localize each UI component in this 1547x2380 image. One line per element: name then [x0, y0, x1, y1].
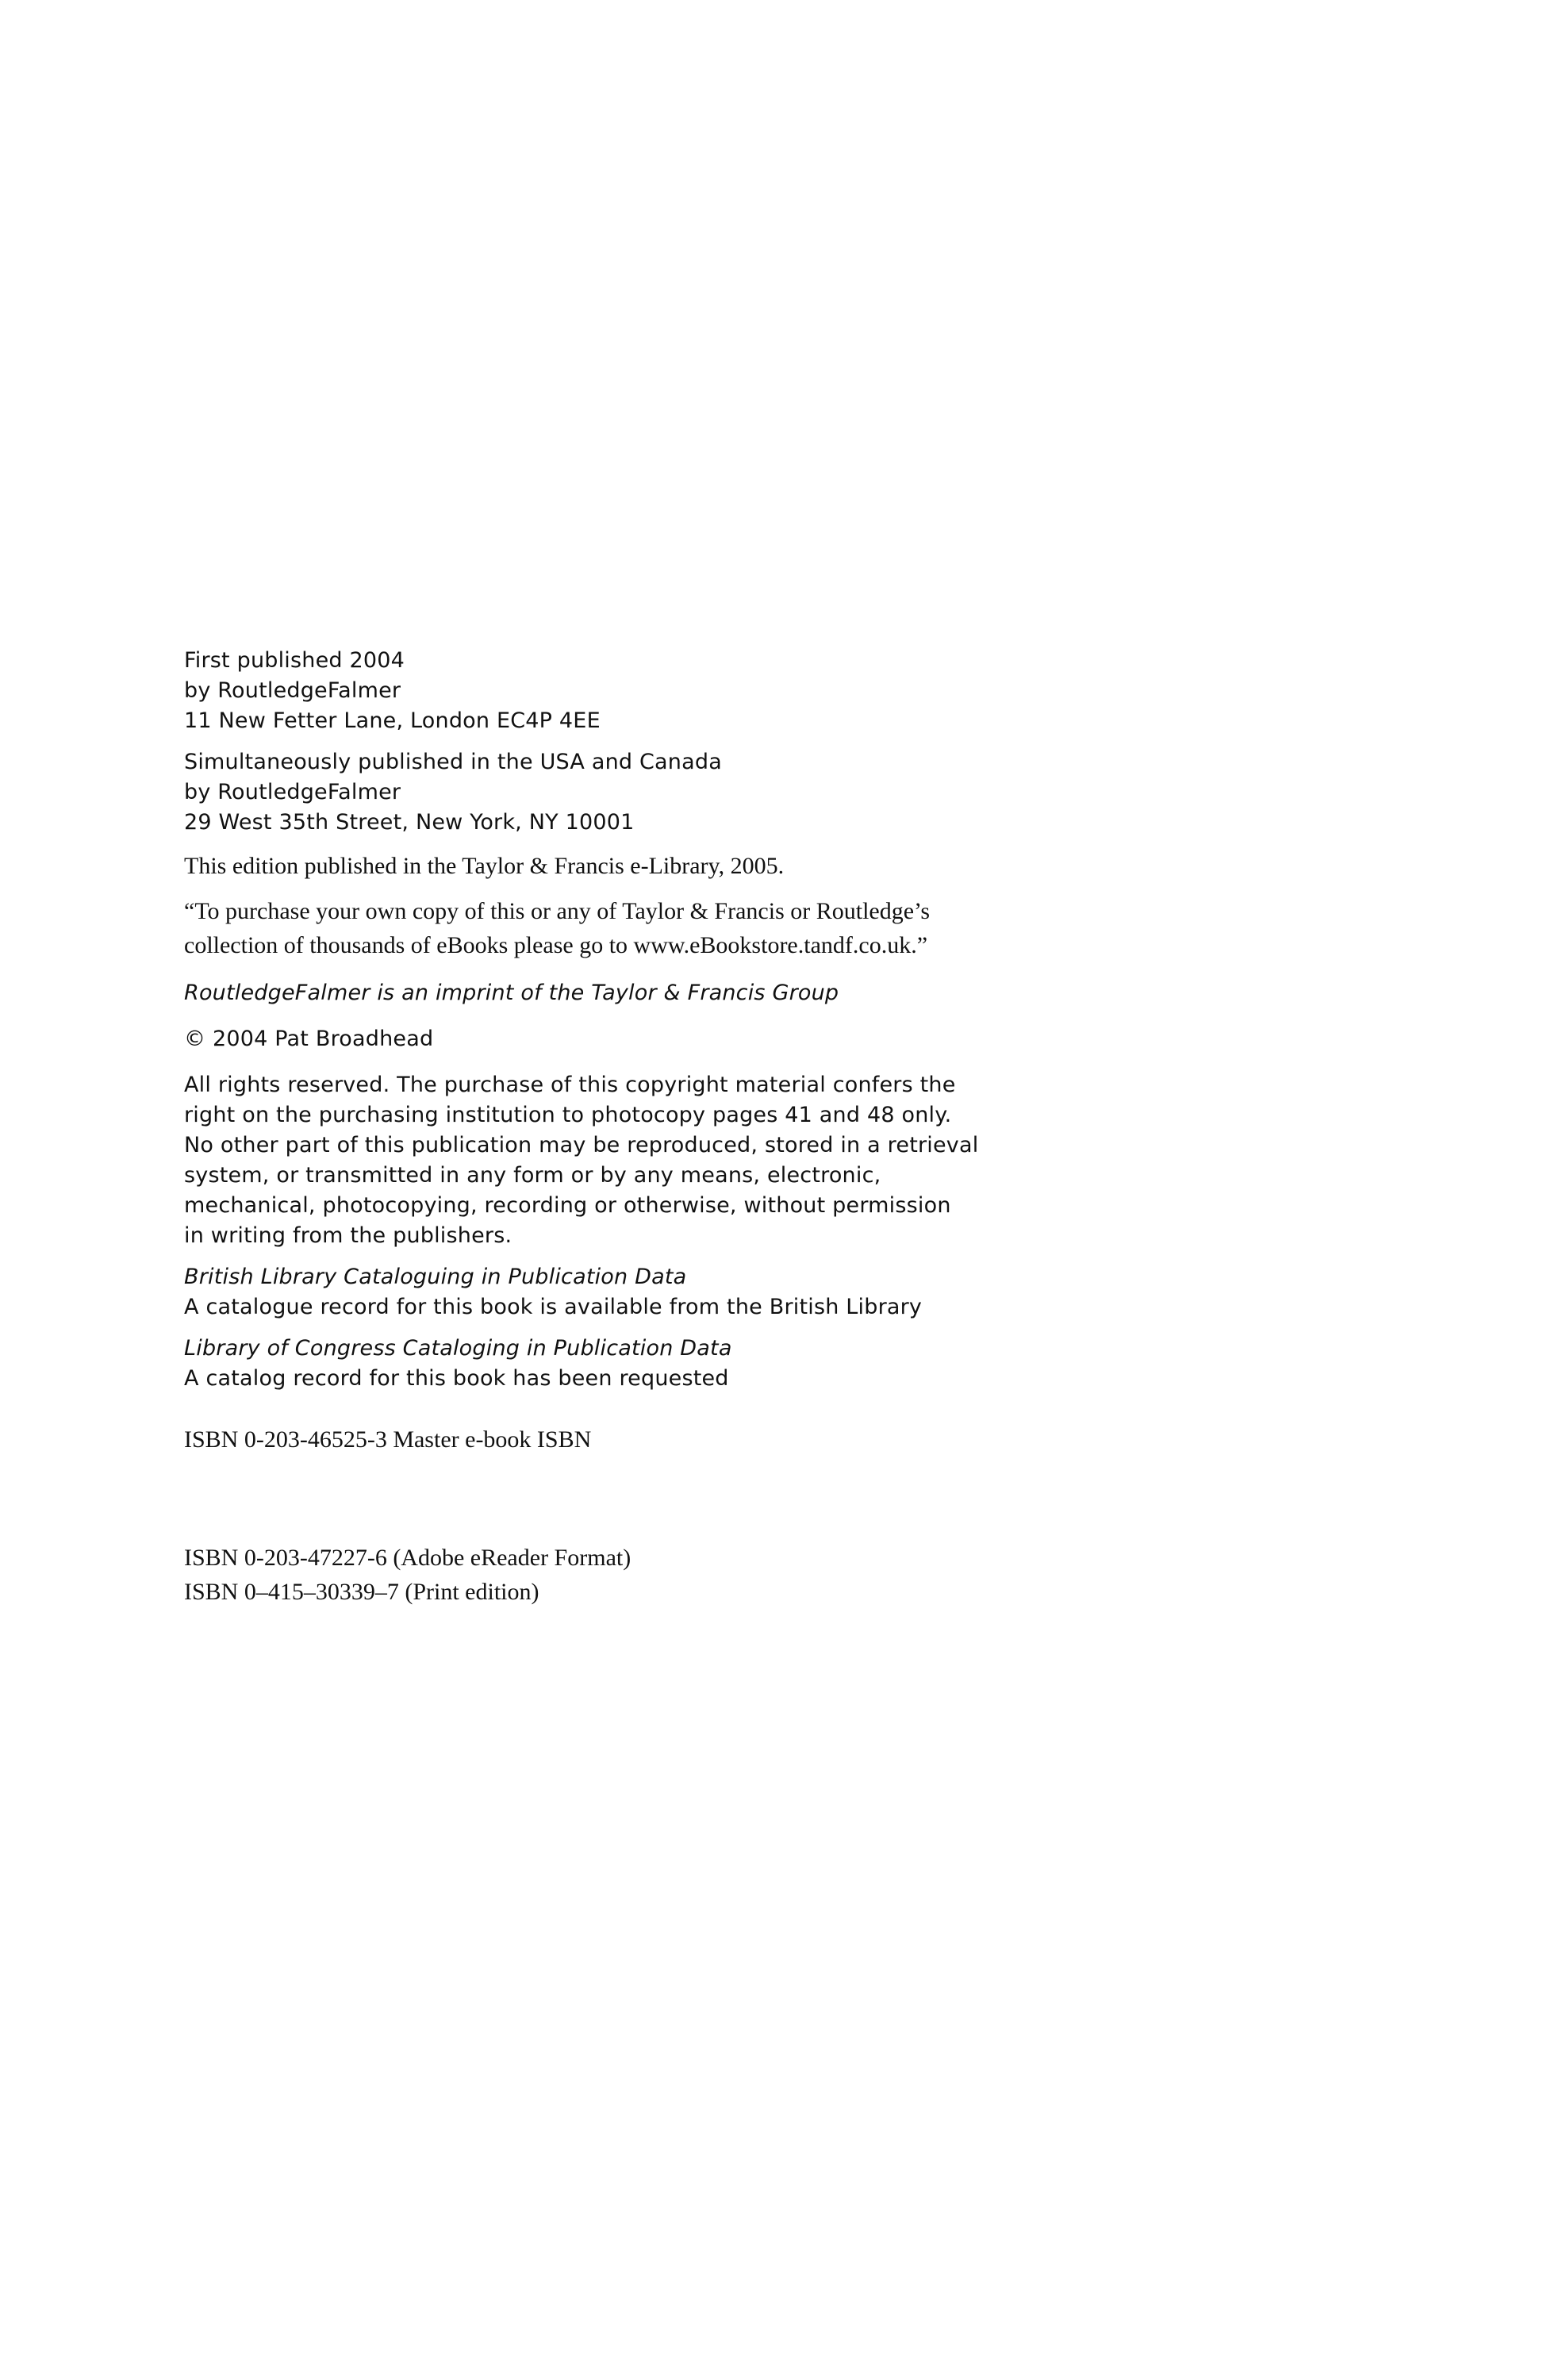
publisher-uk-line: by RoutledgeFalmer — [184, 678, 401, 703]
british-library-block — [184, 1262, 1295, 1322]
other-isbn-block — [184, 1541, 1295, 1609]
uk-address-line: 11 New Fetter Lane, London EC4P 4EE — [184, 708, 601, 733]
rights-block — [184, 1070, 1295, 1251]
master-isbn-block — [184, 1422, 1295, 1457]
copyright-line: © 2004 Pat Broadhead — [184, 1027, 434, 1051]
rights-line: system, or transmitted in any form or by any means, electronic, — [184, 1163, 881, 1188]
ebook-edition-block — [184, 849, 1295, 883]
first-published-line: First published 2004 — [184, 648, 405, 673]
us-publication-block — [184, 747, 1295, 838]
imprint-line: RoutledgeFalmer is an imprint of the Taylor & Francis Group — [184, 981, 839, 1005]
library-of-congress-block — [184, 1334, 1295, 1394]
rights-line: mechanical, photocopying, recording or otherwise, without permission — [184, 1193, 951, 1218]
purchase-line-2: collection of thousands of eBooks please go to www.eBookstore.tandf.co.uk.” — [184, 932, 928, 958]
rights-line: right on the purchasing institution to photocopy pages 41 and 48 only. — [184, 1103, 952, 1127]
first-publication-block — [184, 646, 1295, 736]
purchase-line-1: “To purchase your own copy of this or any of Taylor & Francis or Routledge’s — [184, 898, 931, 924]
print-isbn: ISBN 0–415–30339–7 (Print edition) — [184, 1579, 539, 1605]
master-isbn: ISBN 0-203-46525-3 Master e-book ISBN — [184, 1426, 592, 1453]
british-library-text: A catalogue record for this book is available from the British Library — [184, 1295, 923, 1319]
imprint-statement — [184, 978, 1295, 1008]
library-of-congress-text: A catalog record for this book has been requested — [184, 1366, 729, 1391]
rights-line: No other part of this publication may be reproduced, stored in a retrieval — [184, 1133, 979, 1157]
rights-line: All rights reserved. The purchase of this copyright material confers the — [184, 1073, 956, 1097]
british-library-heading: British Library Cataloguing in Publication Data — [184, 1265, 687, 1289]
copyright-page — [184, 646, 1295, 1609]
edition-line: This edition published in the Taylor & Francis e-Library, 2005. — [184, 853, 785, 879]
purchase-notice-block — [184, 894, 1295, 962]
simultaneous-line: Simultaneously published in the USA and Canada — [184, 750, 722, 774]
us-address-line: 29 West 35th Street, New York, NY 10001 — [184, 810, 635, 835]
publisher-us-line: by RoutledgeFalmer — [184, 780, 401, 804]
adobe-isbn: ISBN 0-203-47227-6 (Adobe eReader Format) — [184, 1545, 631, 1571]
copyright-notice — [184, 1024, 1295, 1054]
library-of-congress-heading: Library of Congress Cataloging in Publication Data — [184, 1336, 732, 1361]
rights-line: in writing from the publishers. — [184, 1223, 512, 1248]
